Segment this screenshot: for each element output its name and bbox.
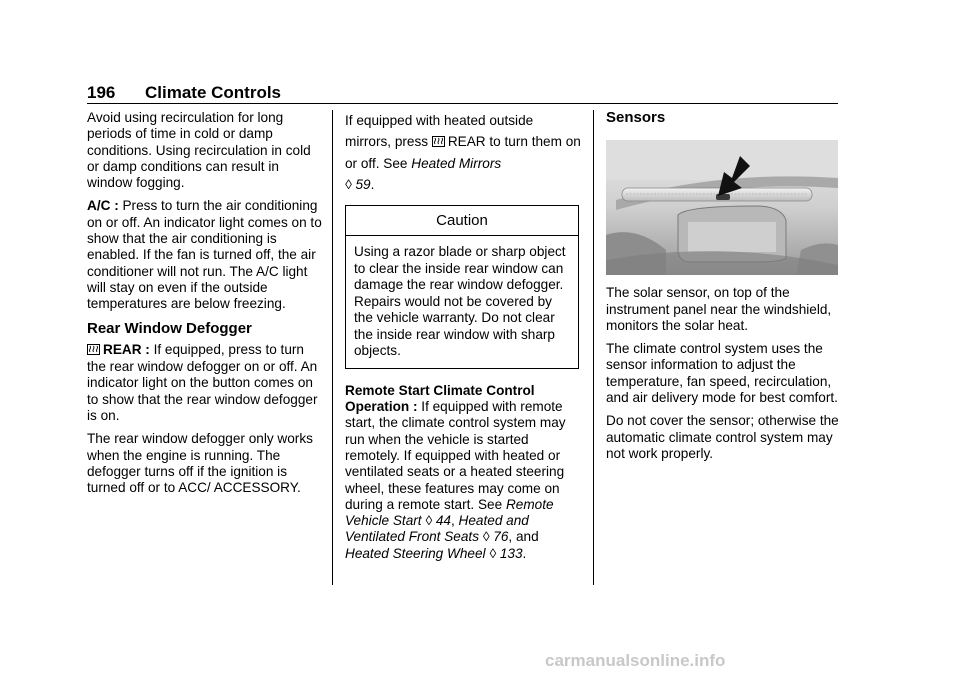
page-header bbox=[87, 83, 838, 104]
remote-start-text: If equipped with remote start, the climate control system may run when the vehicle is started remotely. If equipped with heated or ventilated seats or a heated steering wheel, these features may come on during a remote start. See bbox=[345, 399, 566, 512]
recirculation-paragraph: Avoid using recirculation for long periods of time in cold or damp conditions. Using recirculation in cold or damp conditions can result in window fogging. bbox=[87, 110, 311, 191]
column-3 bbox=[606, 110, 842, 469]
rear-text: If equipped, press to turn the rear window defogger on or off. An indicator light on the button comes on to show that the rear window defogger is on. bbox=[87, 341, 318, 424]
rear-paragraph bbox=[87, 342, 323, 424]
rear-defogger-icon bbox=[87, 343, 100, 359]
column-1 bbox=[87, 110, 323, 504]
column-divider-2 bbox=[593, 110, 594, 585]
ac-label: A/C : bbox=[87, 198, 119, 214]
heated-steering-page[interactable]: ◊ 133 bbox=[485, 545, 523, 561]
solar-sensor-photo bbox=[606, 140, 838, 275]
remote-vehicle-start-page[interactable]: ◊ 44 bbox=[421, 513, 451, 529]
page-number: 196 bbox=[87, 83, 116, 102]
caution-title: Caution bbox=[346, 206, 578, 236]
caution-box bbox=[345, 205, 579, 369]
sensors-heading: Sensors bbox=[606, 109, 666, 126]
remote-start-label: Remote Start Climate Control Operation : bbox=[345, 382, 535, 415]
mirror-text-a: If equipped with heated outside mirrors, press bbox=[345, 113, 534, 149]
separator-1: , bbox=[450, 513, 459, 529]
heated-steering-link[interactable]: Heated Steering Wheel bbox=[345, 545, 486, 561]
heated-mirrors-paragraph bbox=[345, 110, 581, 195]
caution-body: Using a razor blade or sharp object to clear the inside rear window can damage the rear window defogger. Repairs would not be covered by the vehicle warranty. Do not clear the inside rear window with sharp objects. bbox=[354, 244, 566, 359]
remote-vehicle-start-link[interactable]: Remote Vehicle Start bbox=[345, 496, 554, 529]
ac-paragraph bbox=[87, 198, 323, 312]
ac-text: Press to turn the air conditioning on or off. An indicator light comes on to show that the air conditioning is enabled. If the fan is turned off, the air conditioner will not run. The A/C light will stay on even if the outside temperatures are below freezing. bbox=[87, 198, 322, 312]
heated-seats-page[interactable]: ◊ 76 bbox=[479, 529, 509, 545]
defogger-engine-paragraph: The rear window defogger only works when the engine is running. The defogger turns off if the ignition is turned off or to ACC/ ACCESSORY. bbox=[87, 431, 313, 496]
heated-seats-link[interactable]: Heated and Ventilated Front Seats bbox=[345, 513, 529, 545]
do-not-cover-paragraph: Do not cover the sensor; otherwise the automatic climate control system may not work properly. bbox=[606, 413, 839, 461]
watermark: carmanualsonline.info bbox=[545, 651, 726, 670]
column-divider-1 bbox=[332, 110, 333, 585]
chapter-title: Climate Controls bbox=[145, 83, 282, 102]
column-2 bbox=[345, 110, 581, 569]
climate-system-paragraph: The climate control system uses the sensor information to adjust the temperature, fan speed, recirculation, and air delivery mode for best comfort. bbox=[606, 341, 838, 406]
heated-mirrors-page[interactable]: ◊ 59 bbox=[345, 177, 371, 192]
solar-sensor-paragraph: The solar sensor, on top of the instrument panel near the windshield, monitors the solar heat. bbox=[606, 285, 832, 333]
rear-defogger-heading: Rear Window Defogger bbox=[87, 319, 252, 337]
mirror-end: . bbox=[370, 177, 375, 192]
remote-end: . bbox=[522, 545, 527, 561]
heated-mirrors-link[interactable]: Heated Mirrors bbox=[411, 156, 502, 171]
mirror-text-b: REAR to turn them on or off. See bbox=[345, 134, 581, 171]
separator-2: , and bbox=[508, 529, 539, 545]
rear-defogger-icon bbox=[432, 132, 445, 153]
remote-start-paragraph bbox=[345, 383, 581, 562]
rear-label: REAR : bbox=[103, 341, 150, 357]
